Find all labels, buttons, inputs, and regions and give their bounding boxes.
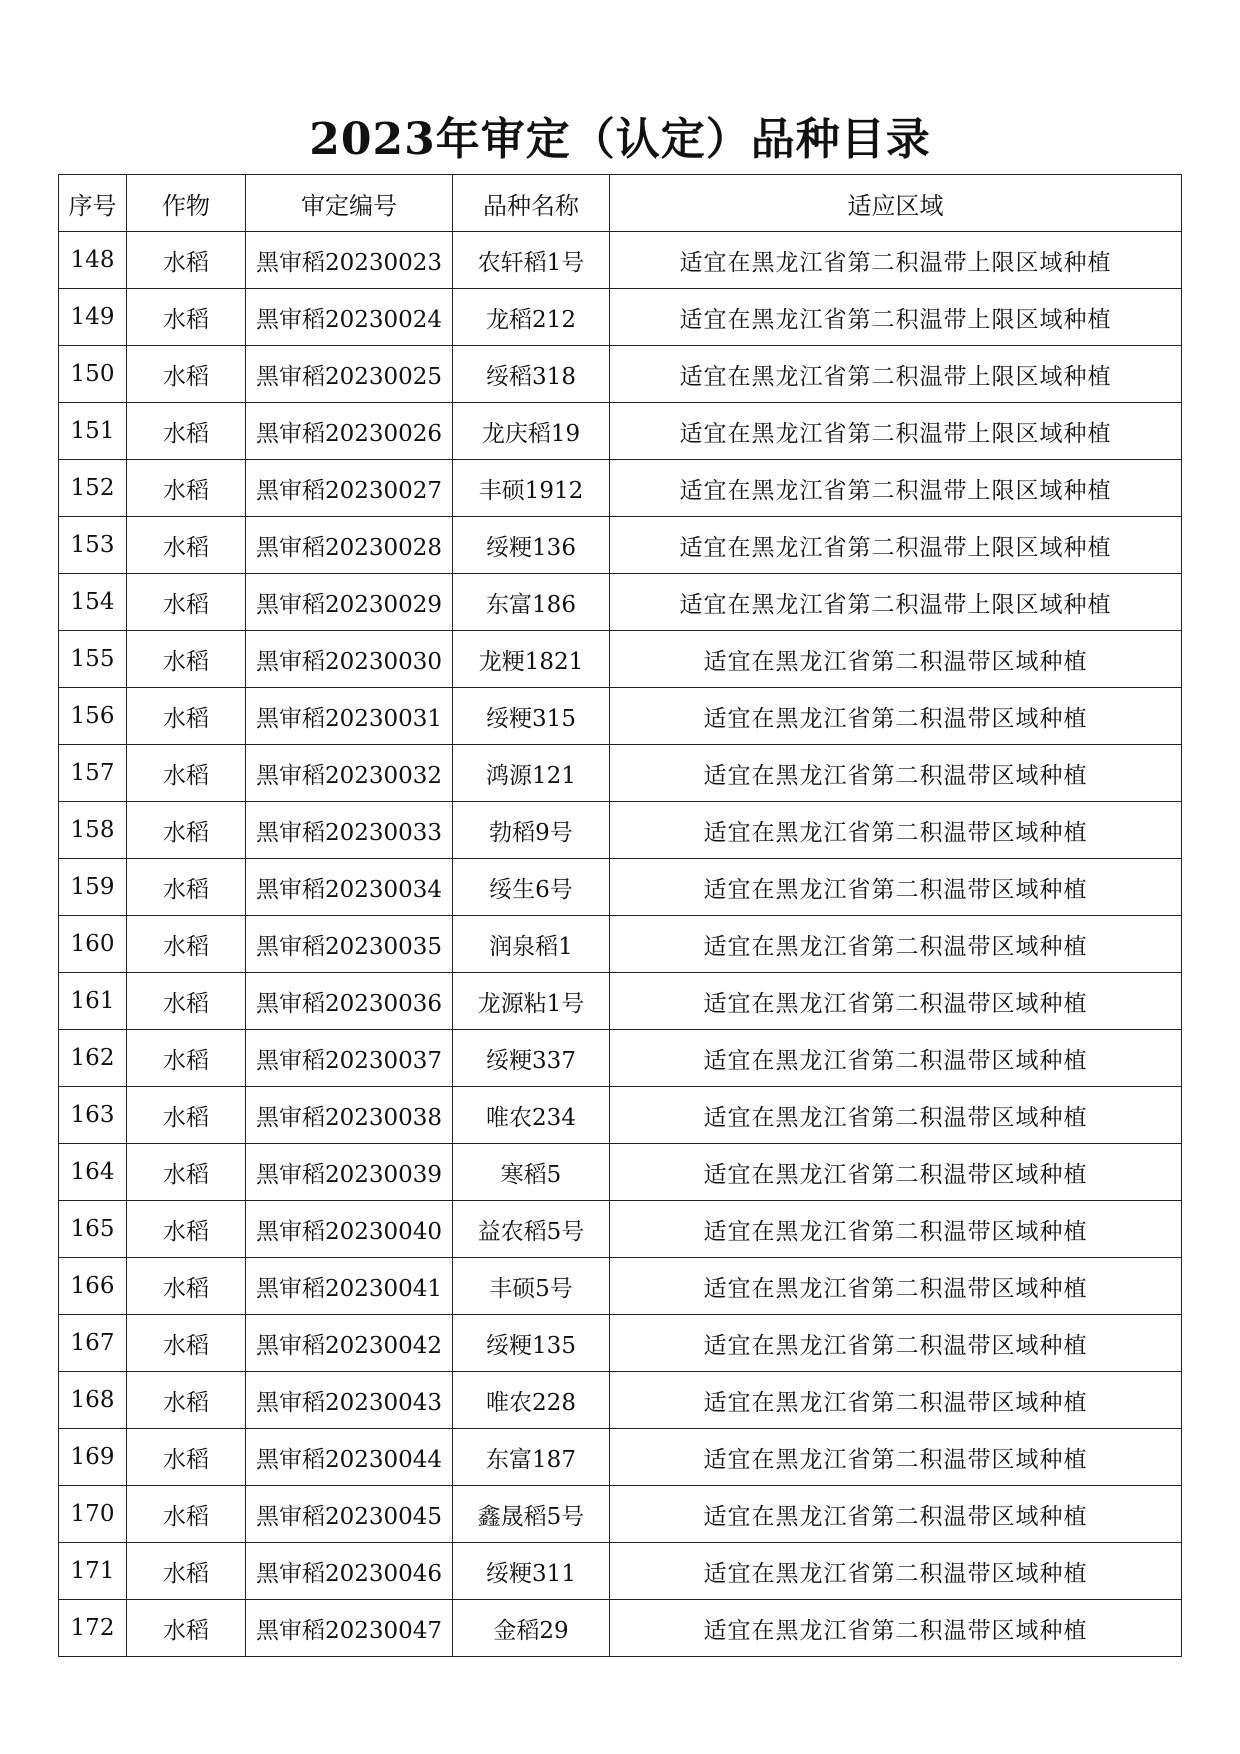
crop-cell: 水稻 bbox=[127, 574, 246, 631]
crop-cell: 水稻 bbox=[127, 859, 246, 916]
variety-name-cell: 龙稻212 bbox=[453, 289, 610, 346]
region-cell: 适宜在黑龙江省第二积温带区域种植 bbox=[610, 1087, 1182, 1144]
serial-cell: 153 bbox=[59, 517, 127, 574]
region-cell: 适宜在黑龙江省第二积温带区域种植 bbox=[610, 1144, 1182, 1201]
header-crop: 作物 bbox=[127, 175, 246, 232]
variety-name-cell: 龙粳1821 bbox=[453, 631, 610, 688]
region-cell: 适宜在黑龙江省第二积温带区域种植 bbox=[610, 1030, 1182, 1087]
serial-cell: 167 bbox=[59, 1315, 127, 1372]
table-row bbox=[59, 574, 1182, 631]
crop-cell: 水稻 bbox=[127, 1429, 246, 1486]
crop-cell: 水稻 bbox=[127, 1201, 246, 1258]
approval-number-cell: 黑审稻20230034 bbox=[246, 859, 453, 916]
header-variety-name: 品种名称 bbox=[453, 175, 610, 232]
region-cell: 适宜在黑龙江省第二积温带上限区域种植 bbox=[610, 460, 1182, 517]
approval-number-cell: 黑审稻20230039 bbox=[246, 1144, 453, 1201]
approval-number-cell: 黑审稻20230033 bbox=[246, 802, 453, 859]
table-header-row bbox=[59, 175, 1182, 232]
crop-cell: 水稻 bbox=[127, 460, 246, 517]
table-row bbox=[59, 973, 1182, 1030]
crop-cell: 水稻 bbox=[127, 802, 246, 859]
variety-name-cell: 东富186 bbox=[453, 574, 610, 631]
approval-number-cell: 黑审稻20230028 bbox=[246, 517, 453, 574]
region-cell: 适宜在黑龙江省第二积温带区域种植 bbox=[610, 1600, 1182, 1657]
variety-table bbox=[58, 174, 1182, 1657]
table-row bbox=[59, 1372, 1182, 1429]
region-cell: 适宜在黑龙江省第二积温带区域种植 bbox=[610, 1429, 1182, 1486]
approval-number-cell: 黑审稻20230026 bbox=[246, 403, 453, 460]
variety-name-cell: 绥粳337 bbox=[453, 1030, 610, 1087]
crop-cell: 水稻 bbox=[127, 688, 246, 745]
variety-name-cell: 农轩稻1号 bbox=[453, 232, 610, 289]
approval-number-cell: 黑审稻20230040 bbox=[246, 1201, 453, 1258]
region-cell: 适宜在黑龙江省第二积温带区域种植 bbox=[610, 631, 1182, 688]
crop-cell: 水稻 bbox=[127, 1315, 246, 1372]
serial-cell: 159 bbox=[59, 859, 127, 916]
crop-cell: 水稻 bbox=[127, 916, 246, 973]
variety-name-cell: 东富187 bbox=[453, 1429, 610, 1486]
table-body bbox=[59, 232, 1182, 1657]
approval-number-cell: 黑审稻20230025 bbox=[246, 346, 453, 403]
region-cell: 适宜在黑龙江省第二积温带上限区域种植 bbox=[610, 517, 1182, 574]
approval-number-cell: 黑审稻20230042 bbox=[246, 1315, 453, 1372]
table-row bbox=[59, 346, 1182, 403]
crop-cell: 水稻 bbox=[127, 1486, 246, 1543]
table-row bbox=[59, 289, 1182, 346]
approval-number-cell: 黑审稻20230041 bbox=[246, 1258, 453, 1315]
region-cell: 适宜在黑龙江省第二积温带区域种植 bbox=[610, 1372, 1182, 1429]
variety-name-cell: 绥稻318 bbox=[453, 346, 610, 403]
region-cell: 适宜在黑龙江省第二积温带区域种植 bbox=[610, 1258, 1182, 1315]
table-row bbox=[59, 403, 1182, 460]
table-row bbox=[59, 688, 1182, 745]
header-serial: 序号 bbox=[59, 175, 127, 232]
page-title: 2023年审定（认定）品种目录 bbox=[309, 114, 931, 165]
crop-cell: 水稻 bbox=[127, 403, 246, 460]
crop-cell: 水稻 bbox=[127, 346, 246, 403]
region-cell: 适宜在黑龙江省第二积温带上限区域种植 bbox=[610, 574, 1182, 631]
serial-cell: 168 bbox=[59, 1372, 127, 1429]
table-row bbox=[59, 916, 1182, 973]
approval-number-cell: 黑审稻20230036 bbox=[246, 973, 453, 1030]
variety-name-cell: 唯农234 bbox=[453, 1087, 610, 1144]
approval-number-cell: 黑审稻20230043 bbox=[246, 1372, 453, 1429]
variety-name-cell: 金稻29 bbox=[453, 1600, 610, 1657]
variety-name-cell: 唯农228 bbox=[453, 1372, 610, 1429]
crop-cell: 水稻 bbox=[127, 1258, 246, 1315]
table-row bbox=[59, 460, 1182, 517]
table-row bbox=[59, 1486, 1182, 1543]
variety-name-cell: 绥粳135 bbox=[453, 1315, 610, 1372]
serial-cell: 151 bbox=[59, 403, 127, 460]
approval-number-cell: 黑审稻20230038 bbox=[246, 1087, 453, 1144]
table-row bbox=[59, 1144, 1182, 1201]
approval-number-cell: 黑审稻20230044 bbox=[246, 1429, 453, 1486]
crop-cell: 水稻 bbox=[127, 745, 246, 802]
serial-cell: 160 bbox=[59, 916, 127, 973]
serial-cell: 163 bbox=[59, 1087, 127, 1144]
region-cell: 适宜在黑龙江省第二积温带区域种植 bbox=[610, 1486, 1182, 1543]
region-cell: 适宜在黑龙江省第二积温带上限区域种植 bbox=[610, 289, 1182, 346]
serial-cell: 150 bbox=[59, 346, 127, 403]
serial-cell: 162 bbox=[59, 1030, 127, 1087]
table-row bbox=[59, 1429, 1182, 1486]
region-cell: 适宜在黑龙江省第二积温带区域种植 bbox=[610, 973, 1182, 1030]
serial-cell: 161 bbox=[59, 973, 127, 1030]
table-row bbox=[59, 1543, 1182, 1600]
approval-number-cell: 黑审稻20230047 bbox=[246, 1600, 453, 1657]
serial-cell: 166 bbox=[59, 1258, 127, 1315]
crop-cell: 水稻 bbox=[127, 232, 246, 289]
approval-number-cell: 黑审稻20230029 bbox=[246, 574, 453, 631]
approval-number-cell: 黑审稻20230045 bbox=[246, 1486, 453, 1543]
crop-cell: 水稻 bbox=[127, 1144, 246, 1201]
variety-name-cell: 绥生6号 bbox=[453, 859, 610, 916]
serial-cell: 171 bbox=[59, 1543, 127, 1600]
serial-cell: 165 bbox=[59, 1201, 127, 1258]
serial-cell: 170 bbox=[59, 1486, 127, 1543]
variety-name-cell: 绥粳311 bbox=[453, 1543, 610, 1600]
serial-cell: 164 bbox=[59, 1144, 127, 1201]
serial-cell: 152 bbox=[59, 460, 127, 517]
region-cell: 适宜在黑龙江省第二积温带区域种植 bbox=[610, 916, 1182, 973]
approval-number-cell: 黑审稻20230035 bbox=[246, 916, 453, 973]
table-row bbox=[59, 232, 1182, 289]
serial-cell: 157 bbox=[59, 745, 127, 802]
table-row bbox=[59, 859, 1182, 916]
crop-cell: 水稻 bbox=[127, 517, 246, 574]
table-row bbox=[59, 1258, 1182, 1315]
serial-cell: 158 bbox=[59, 802, 127, 859]
crop-cell: 水稻 bbox=[127, 1087, 246, 1144]
serial-cell: 169 bbox=[59, 1429, 127, 1486]
region-cell: 适宜在黑龙江省第二积温带区域种植 bbox=[610, 802, 1182, 859]
variety-name-cell: 龙庆稻19 bbox=[453, 403, 610, 460]
table-row bbox=[59, 745, 1182, 802]
approval-number-cell: 黑审稻20230032 bbox=[246, 745, 453, 802]
approval-number-cell: 黑审稻20230031 bbox=[246, 688, 453, 745]
variety-name-cell: 龙源粘1号 bbox=[453, 973, 610, 1030]
variety-name-cell: 益农稻5号 bbox=[453, 1201, 610, 1258]
crop-cell: 水稻 bbox=[127, 1372, 246, 1429]
crop-cell: 水稻 bbox=[127, 289, 246, 346]
table-row bbox=[59, 1600, 1182, 1657]
region-cell: 适宜在黑龙江省第二积温带区域种植 bbox=[610, 1315, 1182, 1372]
region-cell: 适宜在黑龙江省第二积温带区域种植 bbox=[610, 859, 1182, 916]
variety-name-cell: 润泉稻1 bbox=[453, 916, 610, 973]
crop-cell: 水稻 bbox=[127, 631, 246, 688]
variety-name-cell: 鑫晟稻5号 bbox=[453, 1486, 610, 1543]
crop-cell: 水稻 bbox=[127, 1030, 246, 1087]
variety-name-cell: 丰硕1912 bbox=[453, 460, 610, 517]
header-approval-number: 审定编号 bbox=[246, 175, 453, 232]
header-region: 适应区域 bbox=[610, 175, 1182, 232]
crop-cell: 水稻 bbox=[127, 973, 246, 1030]
approval-number-cell: 黑审稻20230027 bbox=[246, 460, 453, 517]
serial-cell: 149 bbox=[59, 289, 127, 346]
variety-name-cell: 鸿源121 bbox=[453, 745, 610, 802]
table-row bbox=[59, 1087, 1182, 1144]
crop-cell: 水稻 bbox=[127, 1543, 246, 1600]
approval-number-cell: 黑审稻20230030 bbox=[246, 631, 453, 688]
serial-cell: 156 bbox=[59, 688, 127, 745]
region-cell: 适宜在黑龙江省第二积温带区域种植 bbox=[610, 688, 1182, 745]
crop-cell: 水稻 bbox=[127, 1600, 246, 1657]
region-cell: 适宜在黑龙江省第二积温带上限区域种植 bbox=[610, 346, 1182, 403]
serial-cell: 155 bbox=[59, 631, 127, 688]
region-cell: 适宜在黑龙江省第二积温带上限区域种植 bbox=[610, 232, 1182, 289]
region-cell: 适宜在黑龙江省第二积温带区域种植 bbox=[610, 1201, 1182, 1258]
table-row bbox=[59, 631, 1182, 688]
serial-cell: 148 bbox=[59, 232, 127, 289]
approval-number-cell: 黑审稻20230023 bbox=[246, 232, 453, 289]
approval-number-cell: 黑审稻20230024 bbox=[246, 289, 453, 346]
table-row bbox=[59, 1201, 1182, 1258]
variety-name-cell: 寒稻5 bbox=[453, 1144, 610, 1201]
variety-name-cell: 丰硕5号 bbox=[453, 1258, 610, 1315]
serial-cell: 172 bbox=[59, 1600, 127, 1657]
table-row bbox=[59, 1030, 1182, 1087]
region-cell: 适宜在黑龙江省第二积温带区域种植 bbox=[610, 1543, 1182, 1600]
approval-number-cell: 黑审稻20230037 bbox=[246, 1030, 453, 1087]
serial-cell: 154 bbox=[59, 574, 127, 631]
variety-name-cell: 勃稻9号 bbox=[453, 802, 610, 859]
variety-name-cell: 绥粳136 bbox=[453, 517, 610, 574]
approval-number-cell: 黑审稻20230046 bbox=[246, 1543, 453, 1600]
region-cell: 适宜在黑龙江省第二积温带区域种植 bbox=[610, 745, 1182, 802]
table-row bbox=[59, 517, 1182, 574]
region-cell: 适宜在黑龙江省第二积温带上限区域种植 bbox=[610, 403, 1182, 460]
table-row bbox=[59, 1315, 1182, 1372]
table-row bbox=[59, 802, 1182, 859]
variety-name-cell: 绥粳315 bbox=[453, 688, 610, 745]
